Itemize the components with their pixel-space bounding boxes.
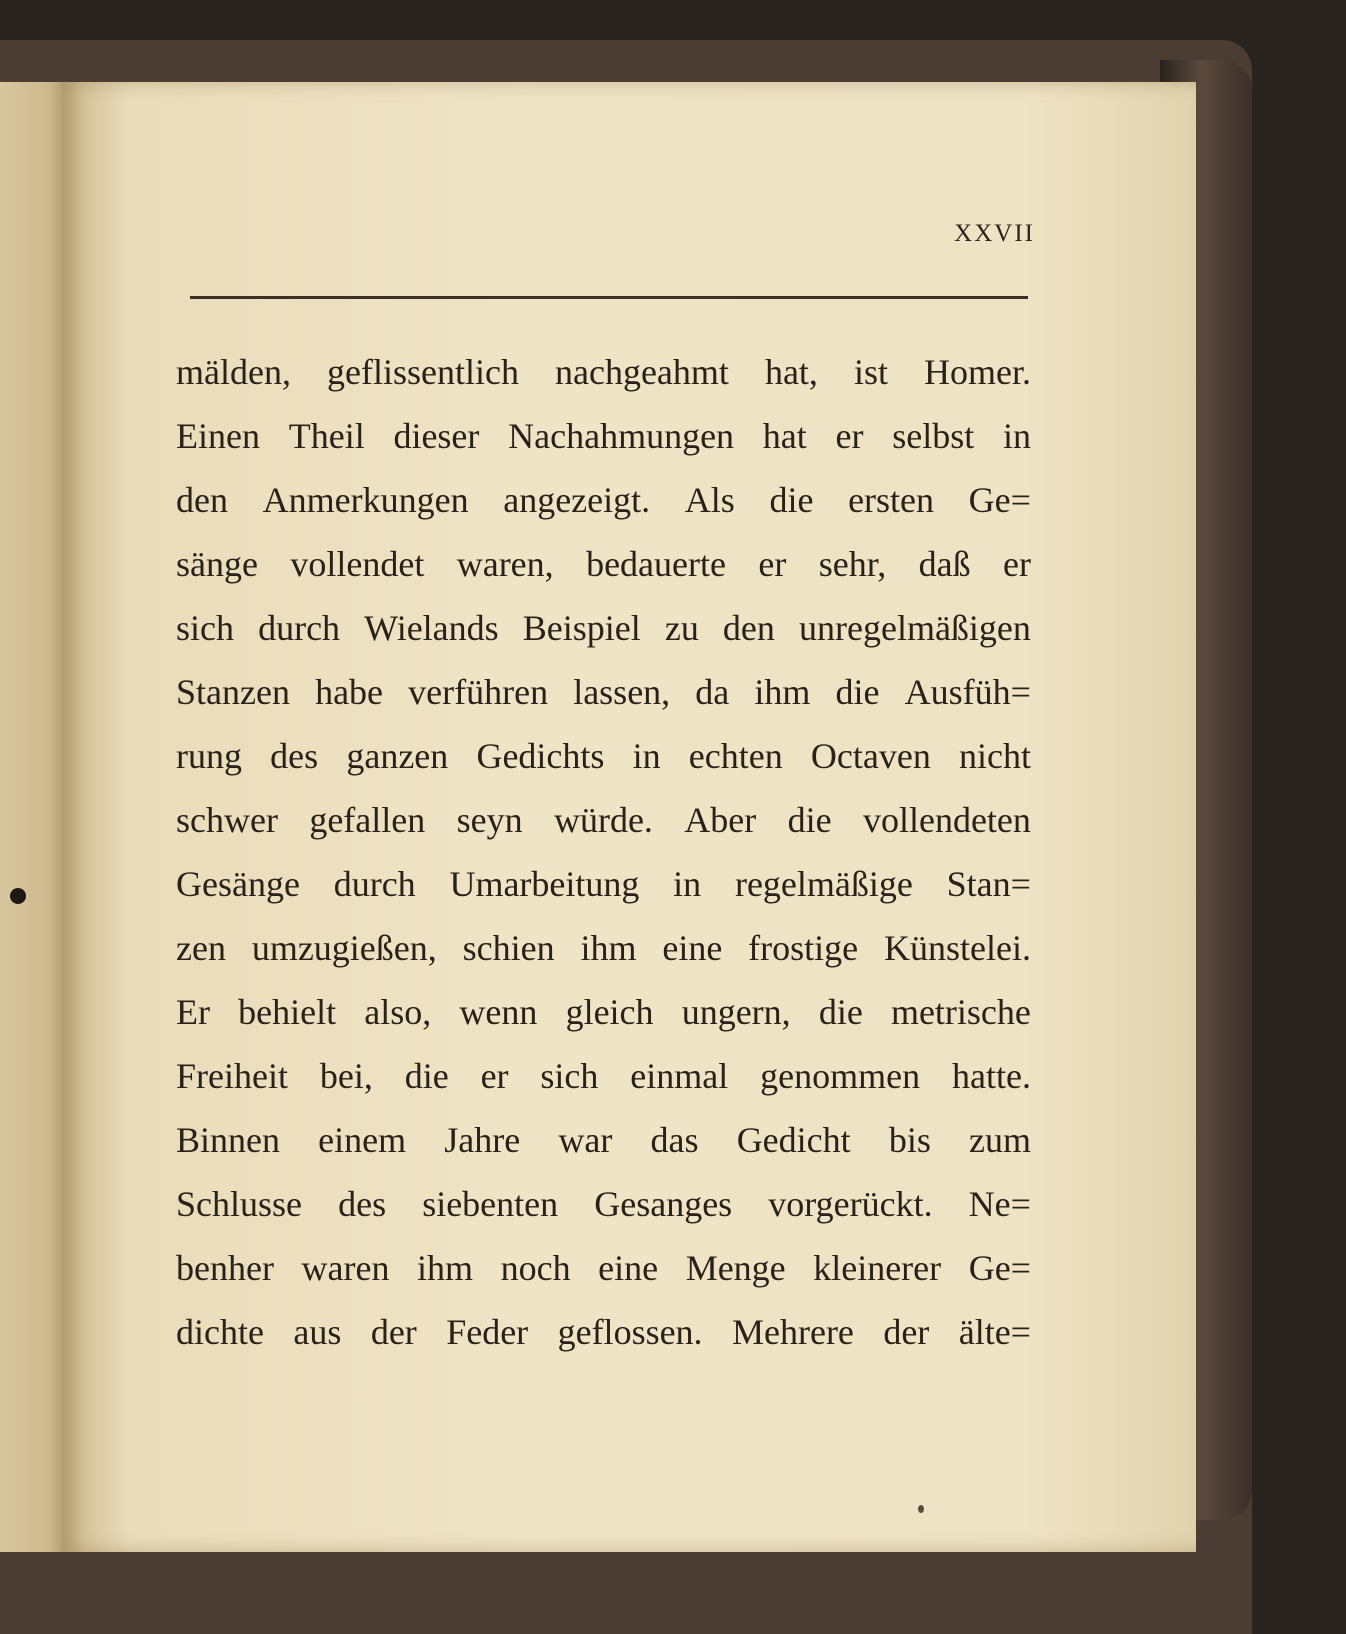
text-line [176, 596, 1031, 660]
word: Er [176, 992, 210, 1032]
word: da [695, 672, 730, 712]
word: der [883, 1312, 930, 1352]
word: durch [333, 864, 416, 904]
word: Theil [288, 416, 365, 456]
word: sich [540, 1056, 599, 1096]
word: Als [684, 480, 735, 520]
word: würde. [553, 800, 653, 840]
text-line [176, 1236, 1031, 1300]
word: er [758, 544, 787, 584]
left-page-edge [0, 82, 70, 1552]
text-line [176, 916, 1031, 980]
word: aus [293, 1312, 342, 1352]
word: Ge= [968, 480, 1031, 520]
word: nicht [959, 736, 1031, 776]
word: war [558, 1120, 613, 1160]
word: bis [888, 1120, 931, 1160]
word: in [632, 736, 661, 776]
word: dieser [393, 416, 480, 456]
word: Jahre [444, 1120, 521, 1160]
word: umzugießen, [251, 928, 437, 968]
word: die [769, 480, 814, 520]
word: die [818, 992, 863, 1032]
word: Wielands [364, 608, 499, 648]
word: verführen [408, 672, 549, 712]
text-line [176, 980, 1031, 1044]
word: vorgerückt. [768, 1184, 933, 1224]
header-rule [190, 296, 1028, 299]
word: zum [968, 1120, 1031, 1160]
word: hatte. [951, 1056, 1031, 1096]
word: Anmerkungen [262, 480, 469, 520]
word: hat [762, 416, 807, 456]
word: habe [315, 672, 384, 712]
word: Einen [176, 416, 260, 456]
word: er [835, 416, 864, 456]
word: nachgeahmt [554, 352, 729, 392]
word: er [1003, 544, 1031, 584]
word: älte= [958, 1312, 1031, 1352]
word: metrische [890, 992, 1031, 1032]
word: mälden, [176, 352, 291, 392]
word: gefallen [309, 800, 426, 840]
word: die [404, 1056, 449, 1096]
word: die [787, 800, 832, 840]
text-line [176, 1172, 1031, 1236]
word: zu [664, 608, 699, 648]
word: zen [176, 928, 226, 968]
word: er [480, 1056, 509, 1096]
word: Binnen [176, 1120, 280, 1160]
word: echten [688, 736, 783, 776]
word: einem [318, 1120, 407, 1160]
text-line [176, 404, 1031, 468]
word: ihm [580, 928, 637, 968]
word: des [338, 1184, 387, 1224]
word: waren, [456, 544, 554, 584]
word: dichte [176, 1312, 264, 1352]
word: Gedichts [476, 736, 605, 776]
word: eine [598, 1248, 659, 1288]
word: eine [662, 928, 723, 968]
word: ersten [848, 480, 935, 520]
text-line [176, 532, 1031, 596]
word: vollendet [290, 544, 425, 584]
word: schwer [176, 800, 278, 840]
word: Umarbeitung [449, 864, 640, 904]
text-line [176, 660, 1031, 724]
word: Ne= [968, 1184, 1031, 1224]
word: lassen, [573, 672, 671, 712]
word: durch [258, 608, 341, 648]
word: noch [500, 1248, 571, 1288]
word: Ge= [968, 1248, 1031, 1288]
word: sehr, [818, 544, 887, 584]
text-line [176, 468, 1031, 532]
word: Octaven [810, 736, 931, 776]
word: frostige [748, 928, 859, 968]
word: Gesänge [176, 864, 300, 904]
word: also, [364, 992, 432, 1032]
word: Schlusse [176, 1184, 302, 1224]
word: hat, [764, 352, 818, 392]
word: gleich [565, 992, 654, 1032]
word: geflissentlich [327, 352, 519, 392]
word: wenn [459, 992, 538, 1032]
word: rung [176, 736, 242, 776]
word: Feder [446, 1312, 529, 1352]
word: Nachahmungen [508, 416, 735, 456]
word: des [270, 736, 319, 776]
text-line [176, 340, 1031, 404]
word: unregelmäßigen [799, 608, 1031, 648]
word: in [673, 864, 702, 904]
word: sänge [176, 544, 258, 584]
word: Beispiel [522, 608, 641, 648]
word: waren [301, 1248, 390, 1288]
word: einmal [630, 1056, 729, 1096]
word: selbst [892, 416, 975, 456]
word: Künstelei. [884, 928, 1031, 968]
word: kleinerer [813, 1248, 942, 1288]
word: Aber [684, 800, 757, 840]
word: ist [853, 352, 888, 392]
word: sich [176, 608, 234, 648]
body-text [176, 340, 1031, 1364]
word: benher [176, 1248, 274, 1288]
word: daß [918, 544, 971, 584]
word: schien [462, 928, 555, 968]
word: der [370, 1312, 417, 1352]
text-line [176, 1300, 1031, 1364]
word: behielt [238, 992, 337, 1032]
word: in [1002, 416, 1031, 456]
text-line [176, 1044, 1031, 1108]
word: geflossen. [557, 1312, 703, 1352]
word: Gesanges [594, 1184, 733, 1224]
word: Homer. [924, 352, 1031, 392]
ink-dot [10, 888, 26, 904]
word: siebenten [422, 1184, 559, 1224]
word: genommen [760, 1056, 921, 1096]
word: Stan= [946, 864, 1031, 904]
word: ganzen [346, 736, 449, 776]
text-line [176, 788, 1031, 852]
word: Gedicht [736, 1120, 851, 1160]
text-line [176, 852, 1031, 916]
word: Ausfüh= [904, 672, 1031, 712]
word: vollendeten [862, 800, 1031, 840]
word: angezeigt. [503, 480, 651, 520]
word: den [176, 480, 228, 520]
word: ihm [754, 672, 811, 712]
word: bedauerte [586, 544, 726, 584]
text-line [176, 724, 1031, 788]
word: Stanzen [176, 672, 290, 712]
word: die [835, 672, 880, 712]
word: Freiheit [176, 1056, 288, 1096]
word: Mehrere [731, 1312, 854, 1352]
word: bei, [319, 1056, 373, 1096]
word: seyn [456, 800, 523, 840]
page-number: XXVII [954, 220, 1035, 247]
word: ihm [417, 1248, 474, 1288]
text-line [176, 1108, 1031, 1172]
word: den [722, 608, 775, 648]
paper-speck [918, 1505, 924, 1513]
word: Menge [685, 1248, 786, 1288]
word: regelmäßige [734, 864, 913, 904]
word: ungern, [681, 992, 791, 1032]
word: das [650, 1120, 699, 1160]
